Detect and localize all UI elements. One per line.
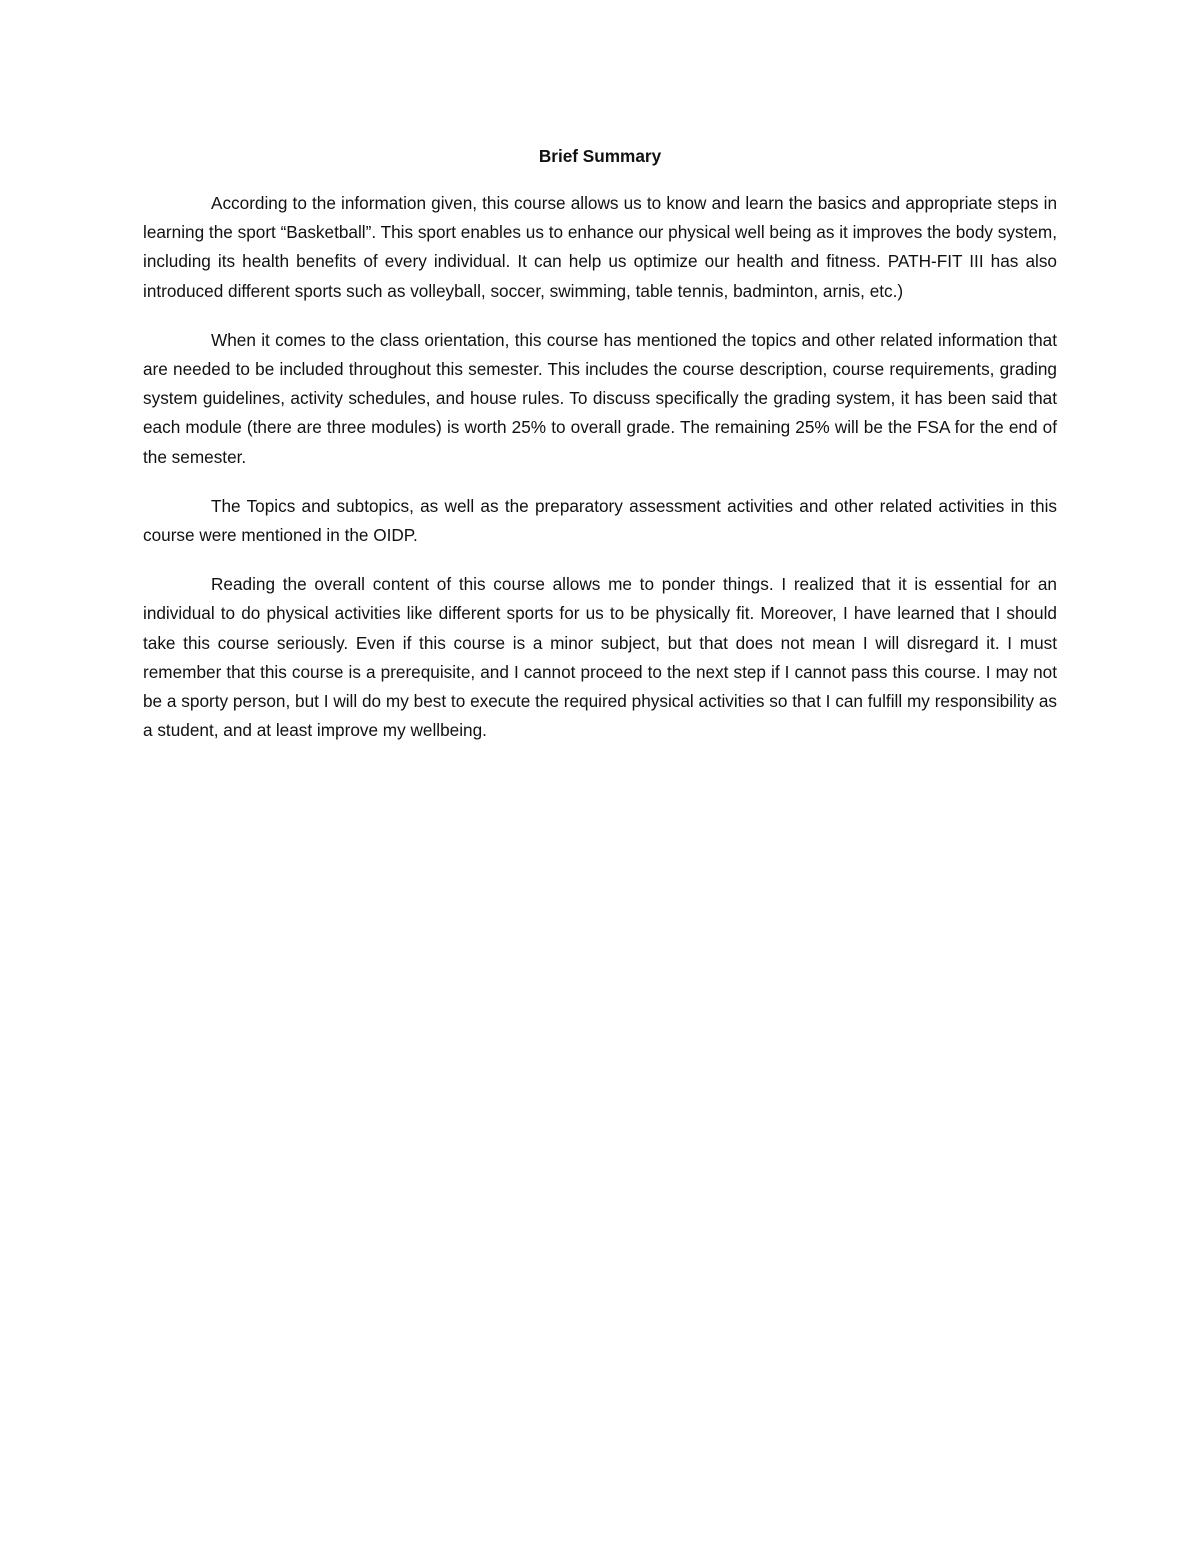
paragraph-2: When it comes to the class orientation, this course has mentioned the topics and other related information that are needed to be included throughout this semester. This includes the course description, course requirements, grading system guidelines, activity schedules, and house rules. To discuss specifically the grading system, it has been said that each module (there are three modules) is worth 25% to overall grade. The remaining 25% will be the FSA for the end of the semester. bbox=[143, 329, 1057, 467]
paragraph-4: Reading the overall content of this course allows me to ponder things. I realized that it is essential for an individual to do physical activities like different sports for us to be physically fit. Moreover, I have learned that I should take this course seriously. Even if this course is a minor subject, but that does not mean I will disregard it. I must remember that this course is a prerequisite, and I cannot proceed to the next step if I cannot pass this course. I may not be a sporty person, but I will do my best to execute the required physical activities so that I can fulfill my responsibility as a student, and at least improve my wellbeing. bbox=[143, 574, 1057, 741]
document-body bbox=[143, 142, 1057, 765]
document-title: Brief Summary bbox=[538, 146, 662, 166]
paragraph-1: According to the information given, this course allows us to know and learn the basics and appropriate steps in learning the sport “Basketball”. This sport enables us to enhance our physical well being as it improves the body system, including its health benefits of every individual. It can help us optimize our health and fitness. PATH-FIT III has also introduced different sports such as volleyball, soccer, swimming, table tennis, badminton, arnis, etc.) bbox=[143, 193, 1057, 301]
paragraph-3: The Topics and subtopics, as well as the preparatory assessment activities and other related activities in this course were mentioned in the OIDP. bbox=[143, 495, 1057, 546]
